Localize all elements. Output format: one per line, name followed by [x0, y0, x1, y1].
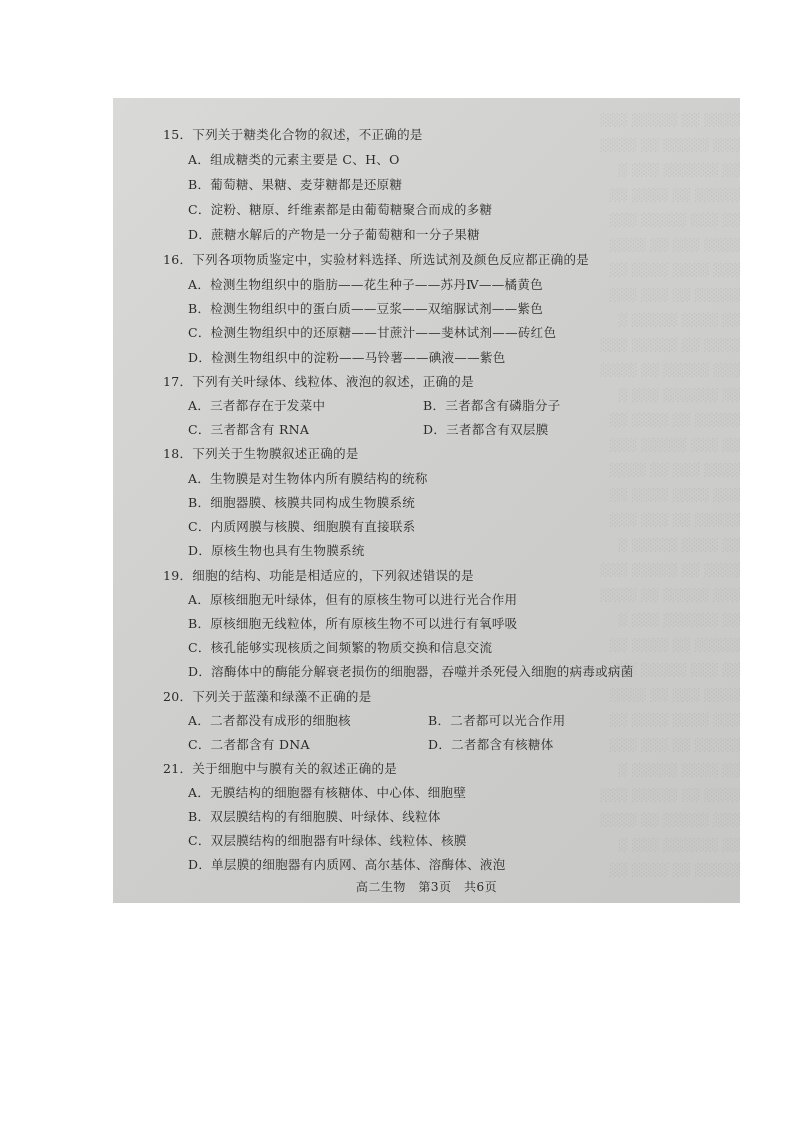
question-18-option-b: B．细胞器膜、核膜共同构成生物膜系统 — [188, 495, 416, 510]
question-16-option-a: A．检测生物组织中的脂肪——花生种子——苏丹Ⅳ——橘黄色 — [188, 277, 543, 292]
question-21-option-d: D．单层膜的细胞器有内质网、高尔基体、溶酶体、液泡 — [188, 857, 506, 872]
question-20-stem: 20．下列关于蓝藻和绿藻不正确的是 — [163, 689, 372, 704]
question-19-option-b: B．原核细胞无线粒体，所有原核生物不可以进行有氧呼吸 — [188, 616, 518, 631]
question-17-option-b: B．三者都含有磷脂分子 — [423, 398, 561, 413]
question-17-option-c: C．三者都含有 RNA — [188, 422, 310, 437]
question-15-stem: 15．下列关于糖类化合物的叙述，不正确的是 — [163, 127, 423, 142]
question-16-option-d: D．检测生物组织中的淀粉——马铃薯——碘液——紫色 — [188, 350, 506, 365]
question-16-stem: 16．下列各项物质鉴定中，实验材料选择、所选试剂及颜色反应都正确的是 — [163, 252, 590, 267]
question-18-option-d: D．原核生物也具有生物膜系统 — [188, 543, 365, 558]
question-20-option-d: D．二者都含有核糖体 — [428, 737, 554, 752]
question-21-option-b: B．双层膜结构的有细胞膜、叶绿体、线粒体 — [188, 809, 441, 824]
question-15-option-d: D．蔗糖水解后的产物是一分子葡萄糖和一分子果糖 — [188, 227, 480, 242]
question-19-stem: 19．细胞的结构、功能是相适应的，下列叙述错误的是 — [163, 568, 474, 583]
exam-page-content — [113, 98, 740, 903]
question-16-option-c: C．检测生物组织中的还原糖——甘蔗汁——斐林试剂——砖红色 — [188, 325, 557, 340]
question-17-option-a: A．三者都存在于发菜中 — [188, 398, 326, 413]
scanned-page-photo — [113, 98, 740, 903]
question-18-option-c: C．内质网膜与核膜、细胞膜有直接联系 — [188, 519, 416, 534]
question-19-option-d: D．溶酶体中的酶能分解衰老损伤的细胞器，吞噬并杀死侵入细胞的病毒或病菌 — [188, 664, 634, 679]
question-17-option-d: D．三者都含有双层膜 — [423, 422, 549, 437]
question-17-stem: 17．下列有关叶绿体、线粒体、液泡的叙述，正确的是 — [163, 374, 474, 389]
question-21-option-c: C．双层膜结构的细胞器有叶绿体、线粒体、核膜 — [188, 833, 467, 848]
question-20-option-c: C．二者都含有 DNA — [188, 737, 310, 752]
question-21-stem: 21．关于细胞中与膜有关的叙述正确的是 — [163, 761, 398, 776]
question-15-option-c: C．淀粉、糖原、纤维素都是由葡萄糖聚合而成的多糖 — [188, 202, 493, 217]
question-18-stem: 18．下列关于生物膜叙述正确的是 — [163, 446, 359, 461]
bleed-through-shadow: ░░░░ ░░ ░░░░░ ░░░ ░░░ ░░░░░ ░░ ░░░░ ░░ ░░░░░░ ░░░ ░ ░░░░░ ░░ ░░░░ ░░ ░░ ░░░ ░░░░░ ░░░ ░░░░ ░░░ ░░ ░░░░ ░░░ ░░░░ ░░░░ ░░ ░░░░░ ░░ ░░░ ░░░ ░░ ░░░░ ░░░░░ ░ ░░░░ ░░ ░░░░░ ░░░ ░░░ ░░░░░ ░░ ░░░░ ░░ ░░░░░░ ░░░ ░ ░░░░░ ░░ ░░░░ ░░ ░░ ░░░ ░░░░░ ░░░ ░░░░ ░░░ ░░ ░░░░ ░░░ ░░░░ ░░░░ ░░ ░░░░░ ░░ ░░░ ░░░ ░░ ░░░░ ░░░░░ ░ ░░░░ ░░ ░░░░░ ░░░ ░░░ ░░░░░ ░░ ░░░░ ░░ ░░░░░░ ░░░ ░ ░░░░░ ░░ ░░░░ ░░ ░░ ░░░ ░░░░░ ░░░ ░░░░ ░░░ ░░ ░░░░ ░░░ ░░░░ ░░░░ ░░ ░░░░░ ░░ ░░░ ░░░ ░░ ░░░░ ░░░░░ ░ ░░░░ ░░ ░░░░░ ░░░ ░░░ ░░░░░ ░░ ░░░░ ░░ ░░░░░░ ░░░ ░ ░░░░░ ░░ ░░░░ ░░ — [599, 113, 740, 877]
question-20-option-a: A．二者都没有成形的细胞核 — [188, 713, 351, 728]
page-footer: 高二生物 第3页 共6页 — [355, 880, 498, 894]
question-21-option-a: A．无膜结构的细胞器有核糖体、中心体、细胞壁 — [188, 785, 467, 800]
question-19-option-a: A．原核细胞无叶绿体，但有的原核生物可以进行光合作用 — [188, 592, 518, 607]
question-20-option-b: B．二者都可以光合作用 — [428, 713, 566, 728]
question-15-option-a: A．组成糖类的元素主要是 C、H、O — [188, 152, 400, 167]
question-16-option-b: B．检测生物组织中的蛋白质——豆浆——双缩脲试剂——紫色 — [188, 301, 544, 316]
question-15-option-b: B．葡萄糖、果糖、麦芽糖都是还原糖 — [188, 177, 403, 192]
question-19-option-c: C．核孔能够实现核质之间频繁的物质交换和信息交流 — [188, 640, 493, 655]
question-18-option-a: A．生物膜是对生物体内所有膜结构的统称 — [188, 471, 428, 486]
